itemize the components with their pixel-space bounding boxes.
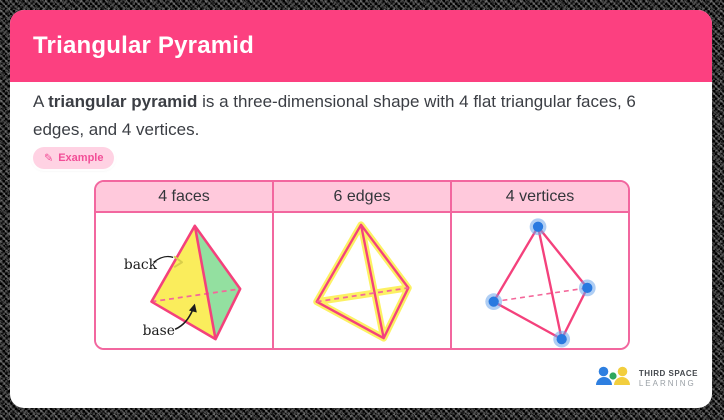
content-card <box>10 10 712 408</box>
pencil-icon: ✎ <box>44 152 54 164</box>
faces-diagram-cell <box>96 213 272 348</box>
definition-rest: is a three-dimensional shape with 4 flat triangular faces, 6 edges, and 4 vertices. <box>33 92 636 139</box>
logo-person-green-head <box>609 372 616 379</box>
logo-mark-icon <box>594 364 632 394</box>
visible-edges <box>494 227 588 339</box>
vertices-pyramid-diagram <box>452 213 628 348</box>
logo-line2: LEARNING <box>638 379 696 388</box>
column-header-vertices: 4 vertices <box>452 182 628 213</box>
definition-text <box>33 88 688 144</box>
properties-table <box>94 180 630 350</box>
vertex-dot <box>557 334 567 344</box>
hidden-base-edge <box>494 288 588 302</box>
page-title: Triangular Pyramid <box>33 32 255 59</box>
page-header <box>10 10 712 82</box>
vertices-diagram-cell <box>452 213 628 348</box>
logo-person-yellow-body <box>614 377 630 385</box>
logo-text <box>639 369 698 389</box>
definition-prefix: A <box>33 92 49 111</box>
third-space-learning-logo <box>594 364 698 394</box>
base-face-label: base <box>142 323 175 340</box>
edges-pyramid-diagram <box>274 213 450 348</box>
vertex-dot <box>533 222 543 232</box>
column-header-edges: 6 edges <box>272 182 452 213</box>
example-badge-label: Example <box>58 152 104 164</box>
faces-pyramid-diagram <box>96 213 272 348</box>
definition-term: triangular pyramid <box>48 92 198 111</box>
logo-person-yellow-head <box>618 367 628 377</box>
example-badge[interactable] <box>33 147 114 169</box>
vertex-dot <box>489 297 499 307</box>
vertex-dot <box>582 283 592 293</box>
logo-line1: THIRD SPACE <box>638 369 698 378</box>
column-header-faces: 4 faces <box>96 182 272 213</box>
logo-person-blue-head <box>599 367 609 377</box>
edge-highlights <box>317 225 409 338</box>
edges-diagram-cell <box>272 213 452 348</box>
back-face-label: back <box>123 257 157 274</box>
logo-person-blue-body <box>596 377 612 385</box>
